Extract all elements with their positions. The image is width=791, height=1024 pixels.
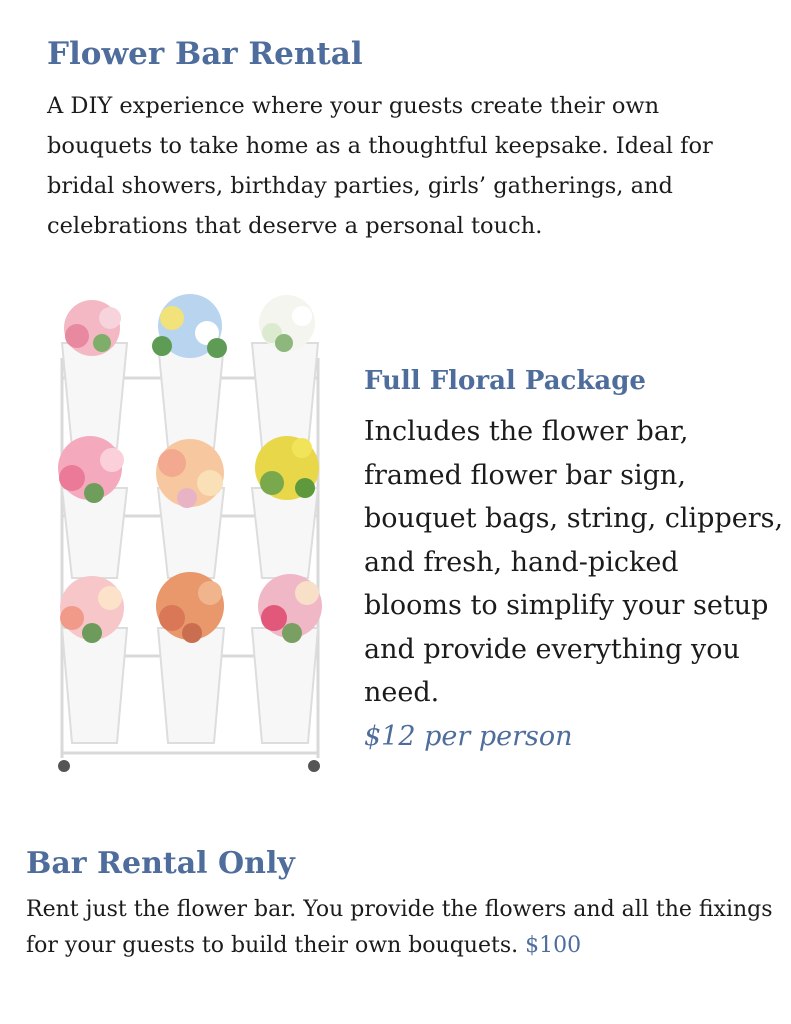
intro-text: A DIY experience where your guests create their own bouquets to take home as a thoughtful keepsake. Ideal for bridal showers, birthday parties, girls’ gatherings, and celebrations that deserve a personal touch. (47, 93, 713, 239)
page-title: Flower Bar Rental (47, 36, 363, 72)
full-package-description (364, 410, 784, 758)
full-package-text: Includes the flower bar, framed flower bar sign, bouquet bags, string, clippers, and fresh, hand-picked blooms to simplify your setup and provide everything you need. (364, 416, 784, 708)
bar-only-description (26, 892, 786, 964)
bar-only-text: Rent just the flower bar. You provide the flowers and all the fixings for your guests to build their own bouquets. (26, 897, 773, 958)
flower-cart-image (22, 288, 342, 778)
bar-only-price: $100 (525, 933, 582, 958)
full-package-title: Full Floral Package (364, 366, 646, 396)
full-package-price: $12 per person (364, 720, 573, 752)
bar-only-title: Bar Rental Only (26, 846, 295, 881)
